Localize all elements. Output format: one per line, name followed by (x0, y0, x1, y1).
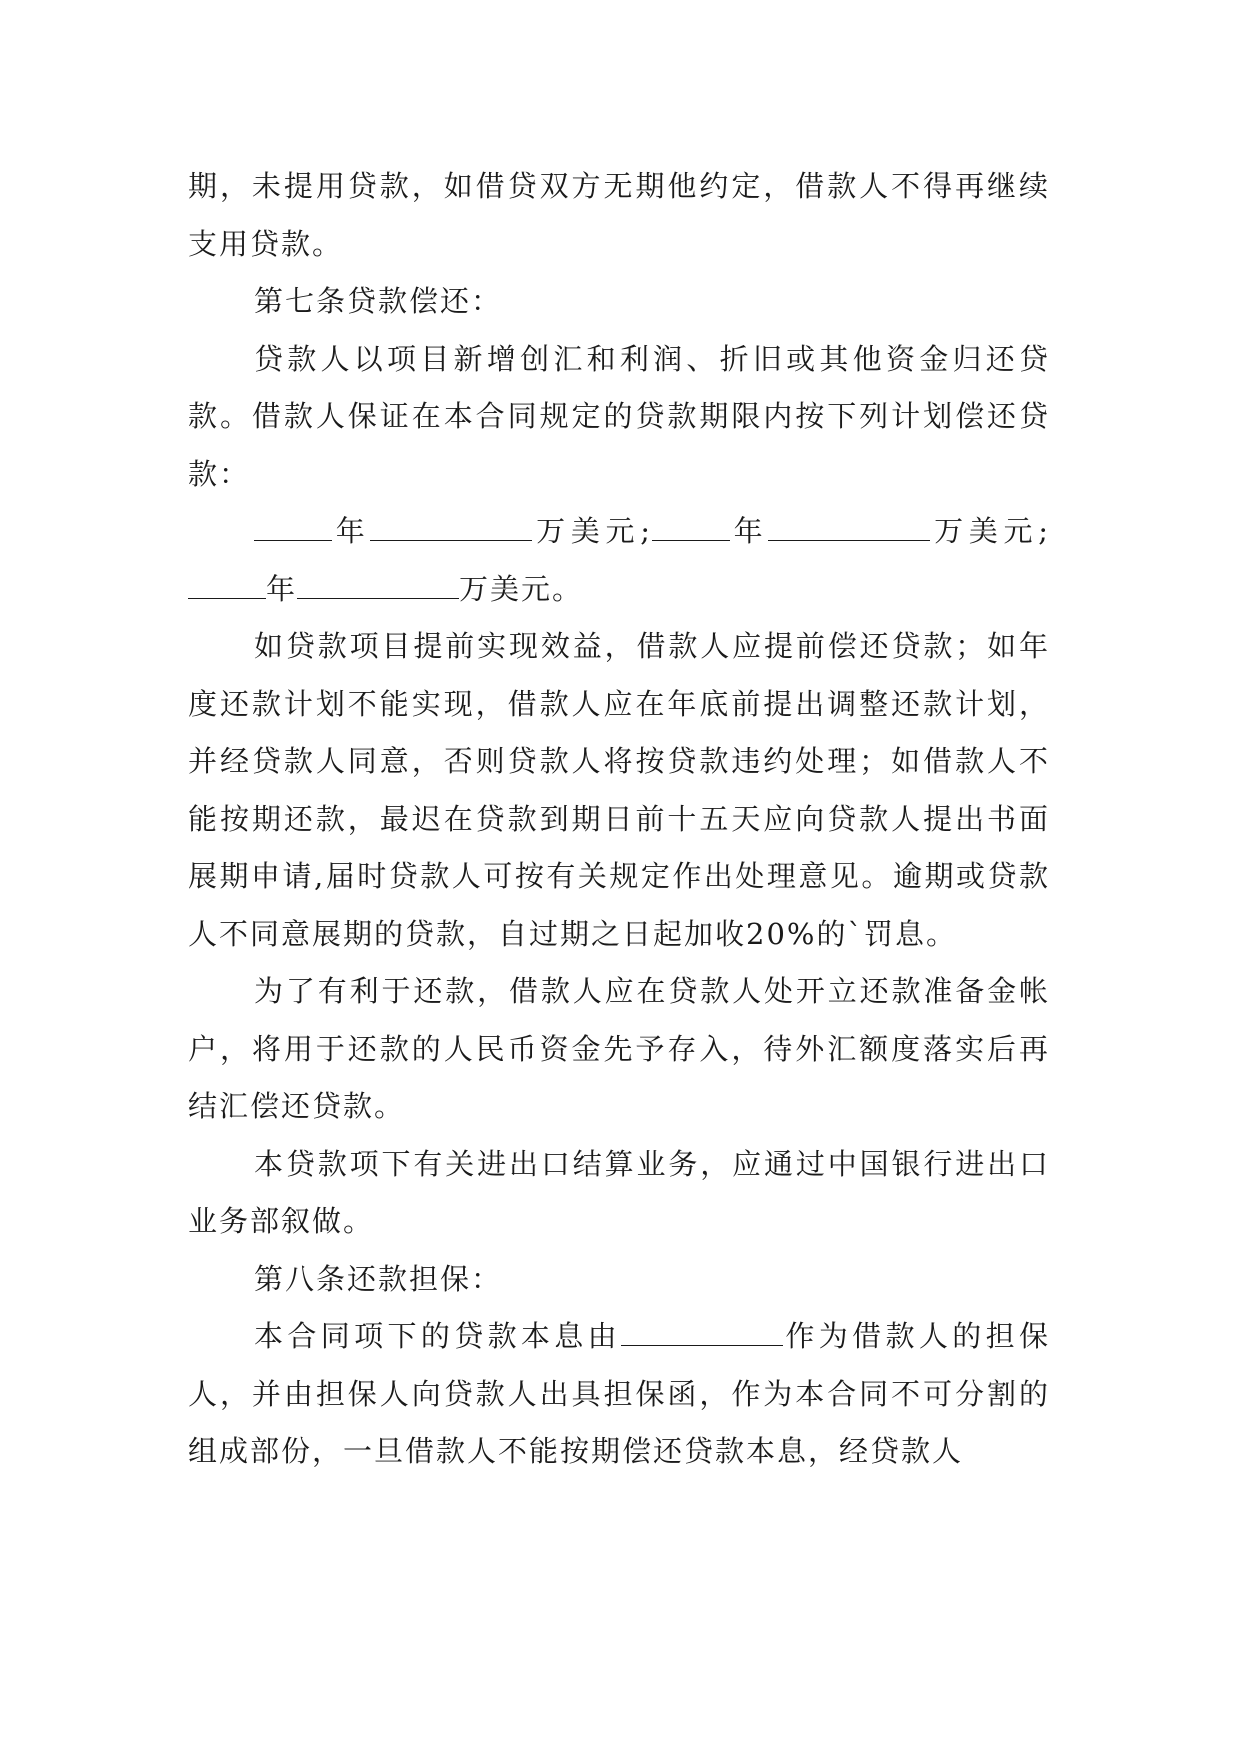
article-7-heading: 第七条贷款偿还： (254, 284, 503, 318)
guarantee-text-start: 本合同项下的贷款本息由 (254, 1319, 622, 1353)
paragraph-early-repayment: 如贷款项目提前实现效益，借款人应提前偿还贷款；如年度还款计划不能实现，借款人应在年底前提出调整还款计划，并经贷款人同意，否则贷款人将按贷款违约处理；如借款人不能按期还款，最迟在贷款到期日前十五天应向贷款人提出书面展期申请,届时贷款人可按有关规定作出处理意见。逾期或贷款人不同意展期的贷款，自过期之日起加收20%的`罚息。 (188, 629, 1050, 951)
blank-guarantor[interactable] (621, 1320, 783, 1346)
blank-amount-3[interactable] (297, 573, 459, 599)
repayment-schedule (188, 503, 1050, 618)
separator: ; (1038, 514, 1050, 548)
blank-amount-2[interactable] (768, 515, 930, 541)
amount-label: 万美元 (459, 571, 553, 606)
paragraph-guarantee (188, 1308, 1050, 1481)
amount-label: 万美元 (532, 514, 641, 548)
year-label: 年 (266, 571, 298, 606)
paragraph-continuation: 期，未提用贷款，如借贷双方无期他约定，借款人不得再继续支用贷款。 (188, 169, 1050, 261)
end-mark: 。 (552, 571, 584, 606)
year-label: 年 (332, 514, 371, 548)
paragraph-reserve-account: 为了有利于还款，借款人应在贷款人处开立还款准备金帐户，将用于还款的人民币资金先予存入，待外汇额度落实后再结汇偿还贷款。 (188, 974, 1050, 1123)
separator: ; (640, 514, 652, 548)
blank-year-3[interactable] (188, 573, 266, 599)
blank-year-1[interactable] (254, 515, 332, 541)
paragraph-settlement: 本贷款项下有关进出口结算业务，应通过中国银行进出口业务部叙做。 (188, 1146, 1050, 1238)
paragraph-repayment-source: 贷款人以项目新增创汇和利润、折旧或其他资金归还贷款。借款人保证在本合同规定的贷款期限内按下列计划偿还贷款： (188, 341, 1050, 491)
year-label: 年 (729, 514, 769, 548)
guarantee-text-rest: 作为借款人的担保人，并由担保人向贷款人出具担保函，作为本合同不可分割的组成部份，一旦借款人不能按期偿还贷款本息，经贷款人 (188, 1319, 1050, 1468)
amount-label: 万美元 (930, 514, 1039, 548)
article-8-heading: 第八条还款担保： (254, 1261, 503, 1296)
blank-year-2[interactable] (652, 515, 730, 541)
blank-amount-1[interactable] (370, 515, 532, 541)
document-body (188, 158, 1050, 1481)
